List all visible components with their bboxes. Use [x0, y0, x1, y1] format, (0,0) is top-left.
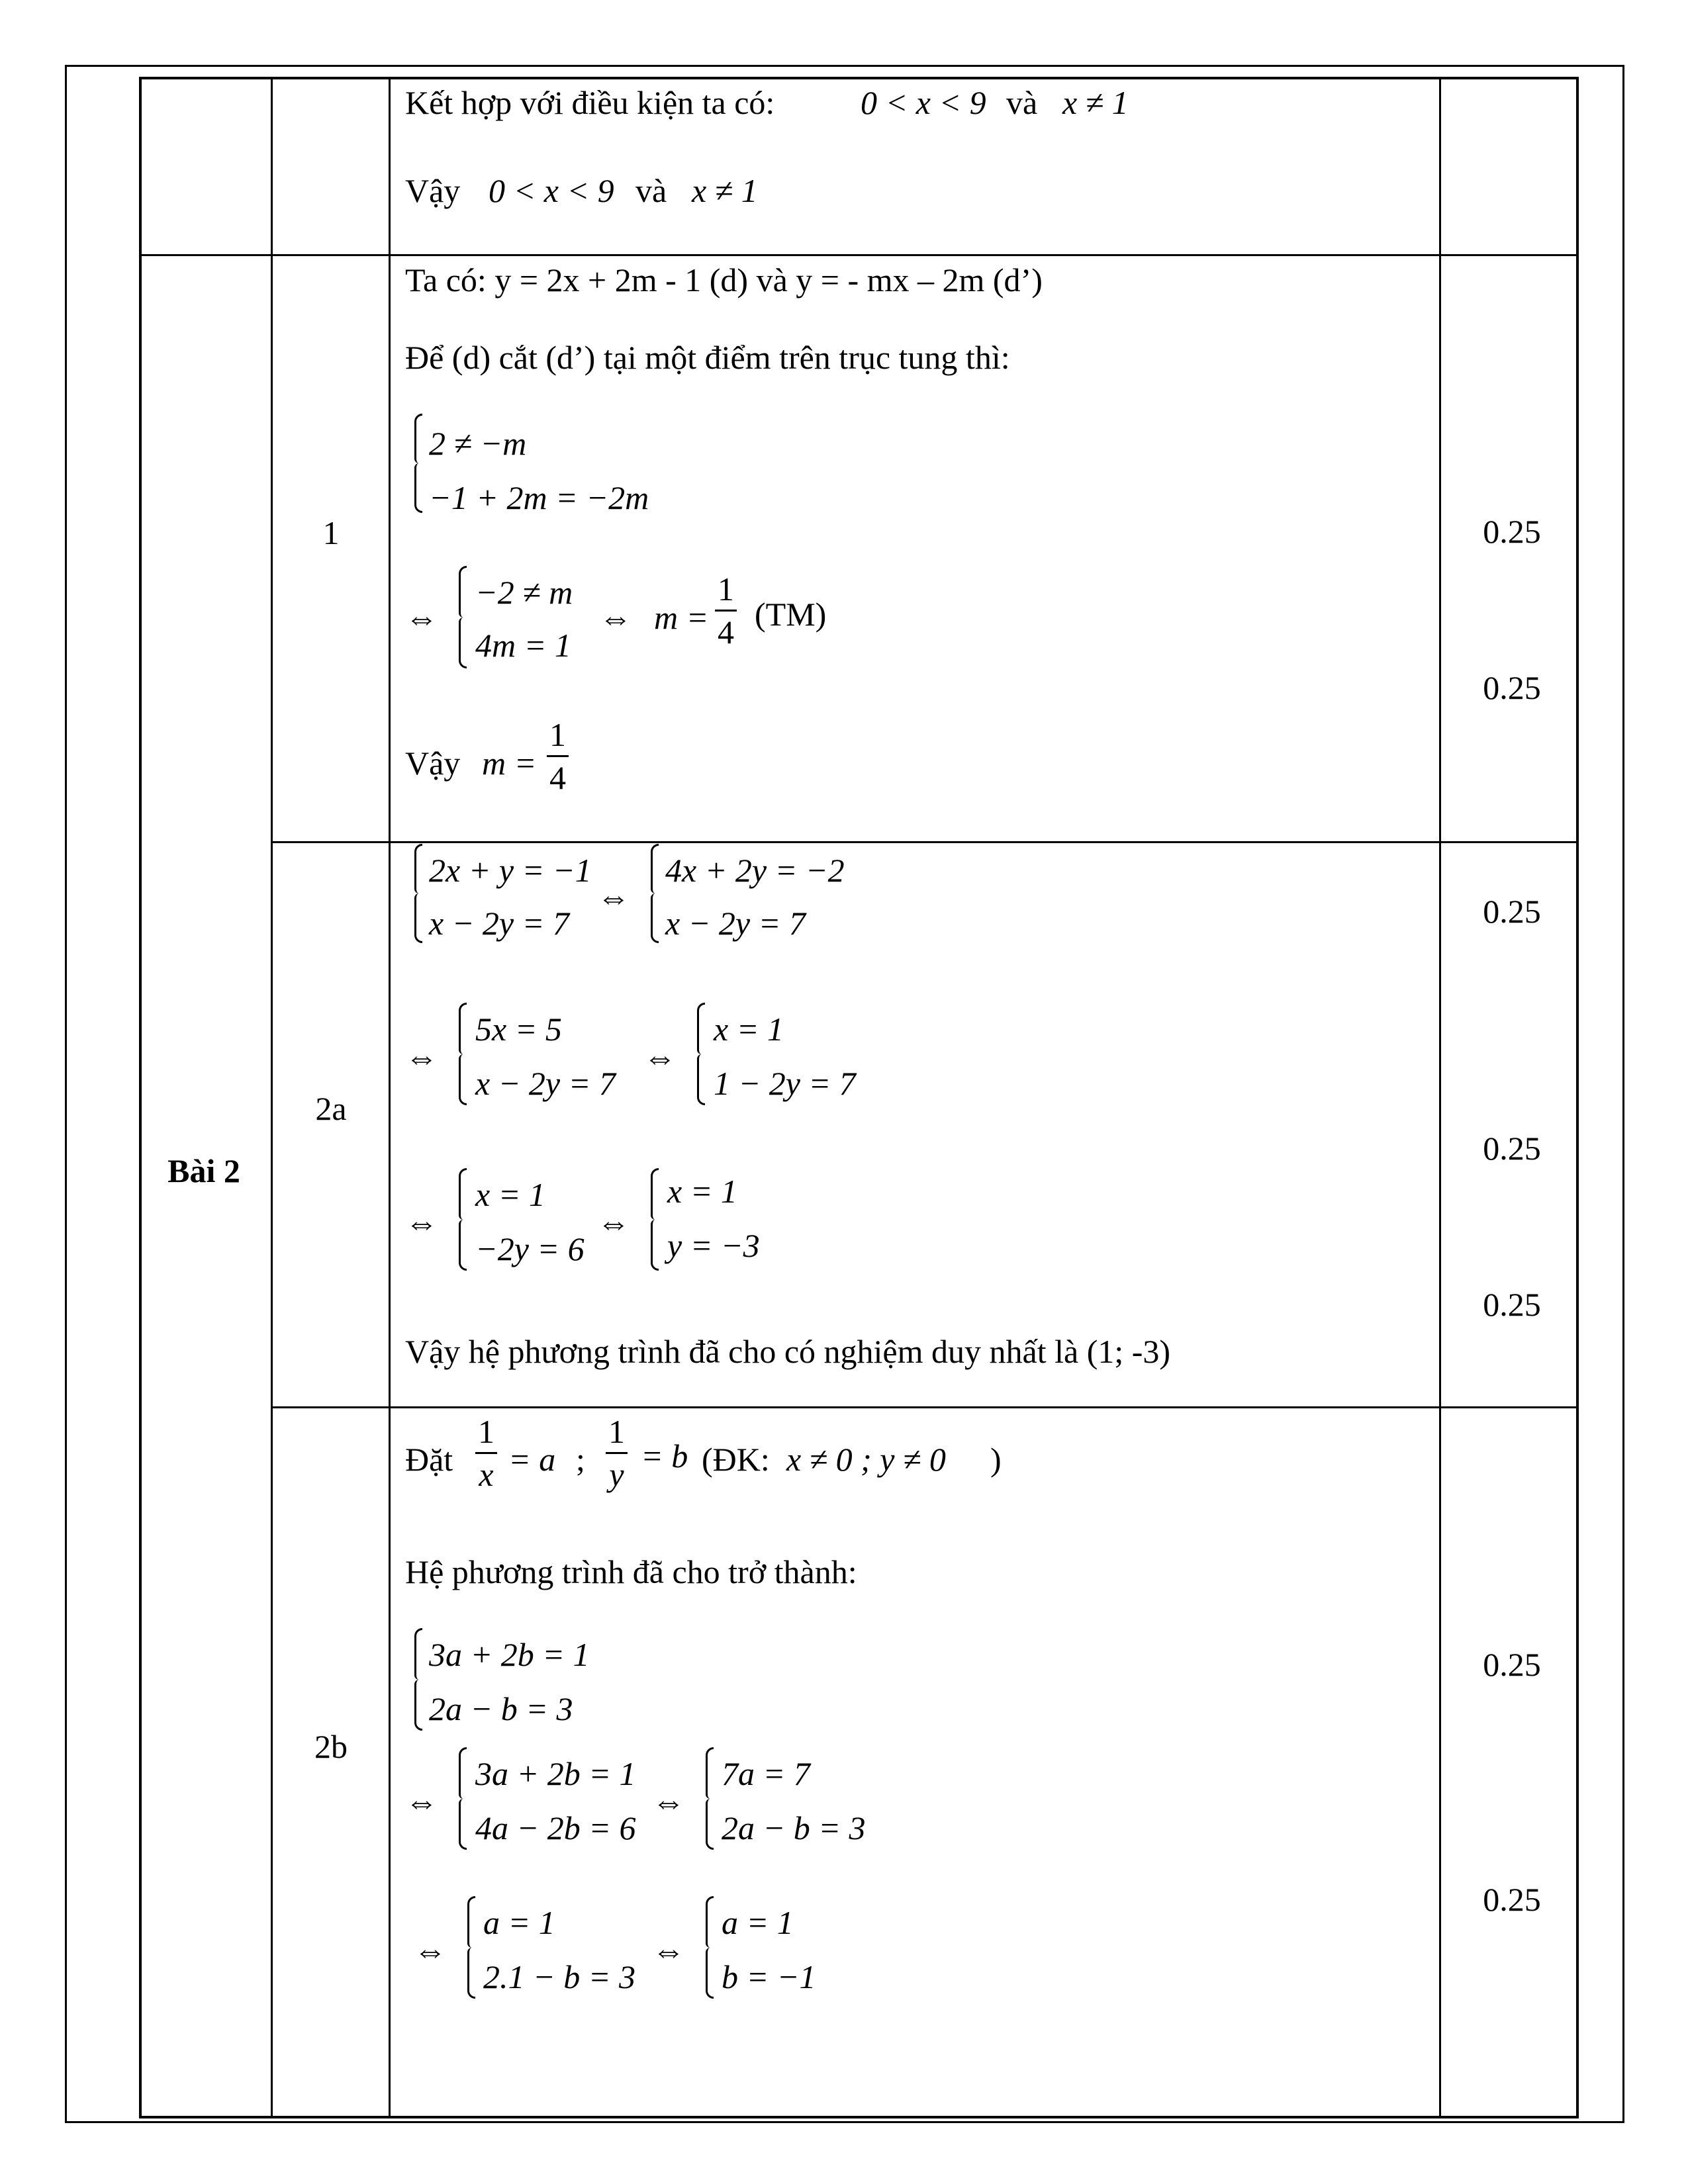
fraction-one-over-x: $\frac{1}{x}$: [475, 1415, 497, 1491]
part2b-eq-a: = a: [508, 1441, 556, 1478]
equivalence-icon: ⇔: [599, 599, 632, 636]
part2b-s2-b: 4a − 2b = 6: [475, 1809, 636, 1846]
part2a-s6-b: y = −3: [667, 1227, 760, 1264]
part2b-s3-b: 2a − b = 3: [722, 1809, 866, 1846]
col-divider-2: [389, 79, 391, 2116]
part2b-s1-b: 2a − b = 3: [429, 1690, 573, 1727]
system-brace: [453, 566, 467, 668]
part2a-s1-a: 2x + y = −1: [429, 852, 592, 889]
part2a-s4-a: x = 1: [714, 1011, 784, 1048]
row0-line2-math2: x ≠ 1: [692, 172, 758, 209]
system-brace: [453, 1168, 467, 1271]
equivalence-icon: ⇔: [405, 1038, 438, 1075]
bai-label: Bài 2: [167, 1152, 240, 1189]
system-brace: [700, 1896, 714, 1999]
part2a-label: 2a: [315, 1090, 347, 1127]
part2a-s2-a: 4x + 2y = −2: [665, 852, 845, 889]
equivalence-icon: ⇔: [652, 1783, 685, 1820]
part2b-s4-b: 2.1 − b = 3: [483, 1958, 635, 1995]
part1-score-1: 0.25: [1483, 513, 1541, 550]
part1-m-eq2: m =: [482, 745, 537, 782]
part2b-eq-b: = b: [641, 1437, 688, 1475]
part2b-sep: ;: [576, 1441, 585, 1478]
part2b-s5-b: b = −1: [722, 1958, 816, 1995]
equivalence-icon: ⇔: [405, 1783, 438, 1820]
equivalence-icon: ⇔: [643, 1038, 677, 1075]
part1-sys1-b: −1 + 2m = −2m: [429, 479, 649, 516]
row0-line1-text: Kết hợp với điều kiện ta có:: [405, 84, 775, 121]
row0-line2-text: Vậy: [405, 172, 461, 209]
part2b-s5-a: a = 1: [722, 1904, 794, 1941]
part2b-dat: Đặt: [405, 1441, 453, 1478]
system-brace: [700, 1747, 714, 1850]
part1-sys1-a: 2 ≠ −m: [429, 425, 527, 462]
system-brace: [645, 1168, 659, 1271]
part2b-s3-a: 7a = 7: [722, 1755, 810, 1792]
part2a-score-3: 0.25: [1483, 1286, 1541, 1323]
part1-m-eq: m =: [654, 599, 709, 636]
part2a-score-1: 0.25: [1483, 893, 1541, 930]
part2b-dk-math: x ≠ 0 ; y ≠ 0: [786, 1441, 946, 1478]
row0-line2-math: 0 < x < 9: [489, 172, 614, 209]
part1-line1: Ta có: y = 2x + 2m - 1 (d) và y = - mx – 2m (d’): [405, 261, 1043, 298]
part2b-score-1: 0.25: [1483, 1646, 1541, 1683]
equivalence-icon: ⇔: [405, 599, 438, 636]
system-brace: [409, 844, 422, 943]
part1-sys2-a: −2 ≠ m: [475, 574, 573, 611]
system-brace: [462, 1896, 475, 1999]
part2a-score-2: 0.25: [1483, 1130, 1541, 1167]
fraction-one-over-y: $\frac{1}{y}$: [606, 1415, 628, 1491]
part1-tm: (TM): [755, 596, 827, 633]
part2a-s3-a: 5x = 5: [475, 1011, 562, 1048]
row0-line1-math: 0 < x < 9: [861, 84, 986, 121]
equivalence-icon: ⇔: [597, 1204, 630, 1241]
part2a-s2-b: x − 2y = 7: [665, 905, 806, 942]
part2a-conclusion: Vậy hệ phương trình đã cho có nghiệm duy nhất là (1; -3): [405, 1333, 1171, 1370]
part2b-score-2: 0.25: [1483, 1881, 1541, 1918]
row-divider-1: [142, 254, 1576, 256]
row-divider-3: [271, 1406, 1579, 1408]
col-divider-1: [271, 79, 273, 2116]
system-brace: [453, 1747, 467, 1850]
part2a-s3-b: x − 2y = 7: [475, 1065, 616, 1102]
part2a-s1-b: x − 2y = 7: [429, 905, 569, 942]
part2b-dk: (ĐK:: [702, 1441, 770, 1478]
part1-label: 1: [322, 514, 340, 551]
row0-line2-and: và: [635, 172, 667, 209]
part2b-label: 2b: [314, 1728, 348, 1765]
part2a-s4-b: 1 − 2y = 7: [714, 1065, 856, 1102]
row0-line1-math2: x ≠ 1: [1062, 84, 1129, 121]
part2a-s6-a: x = 1: [667, 1173, 737, 1210]
system-brace: [453, 1003, 467, 1105]
equivalence-icon: ⇔: [652, 1932, 685, 1969]
system-brace: [409, 414, 422, 513]
equivalence-icon: ⇔: [597, 878, 630, 915]
equivalence-icon: ⇔: [414, 1932, 447, 1969]
part2a-s5-b: −2y = 6: [475, 1230, 585, 1267]
part2b-s1-a: 3a + 2b = 1: [429, 1636, 590, 1673]
part1-vay: Vậy: [405, 745, 461, 782]
system-brace: [645, 844, 659, 943]
system-brace: [692, 1003, 705, 1105]
part2a-s5-a: x = 1: [475, 1176, 545, 1213]
part2b-dk-close: ): [990, 1441, 1002, 1478]
part1-line2: Để (d) cắt (d’) tại một điểm trên trục tung thì:: [405, 339, 1010, 376]
fraction-one-quarter: $\frac{1}{4}$: [715, 572, 737, 649]
part2b-s4-a: a = 1: [483, 1904, 555, 1941]
system-brace: [409, 1628, 422, 1731]
part1-sys2-b: 4m = 1: [475, 627, 571, 664]
row0-line1-and: và: [1006, 84, 1038, 121]
fraction-one-quarter: $\frac{1}{4}$: [547, 718, 569, 794]
part2b-line2: Hệ phương trình đã cho trở thành:: [405, 1553, 857, 1590]
part1-score-2: 0.25: [1483, 669, 1541, 706]
part2b-s2-a: 3a + 2b = 1: [475, 1755, 636, 1792]
row-divider-2: [271, 841, 1579, 843]
col-divider-3: [1439, 79, 1441, 2116]
equivalence-icon: ⇔: [405, 1204, 438, 1241]
